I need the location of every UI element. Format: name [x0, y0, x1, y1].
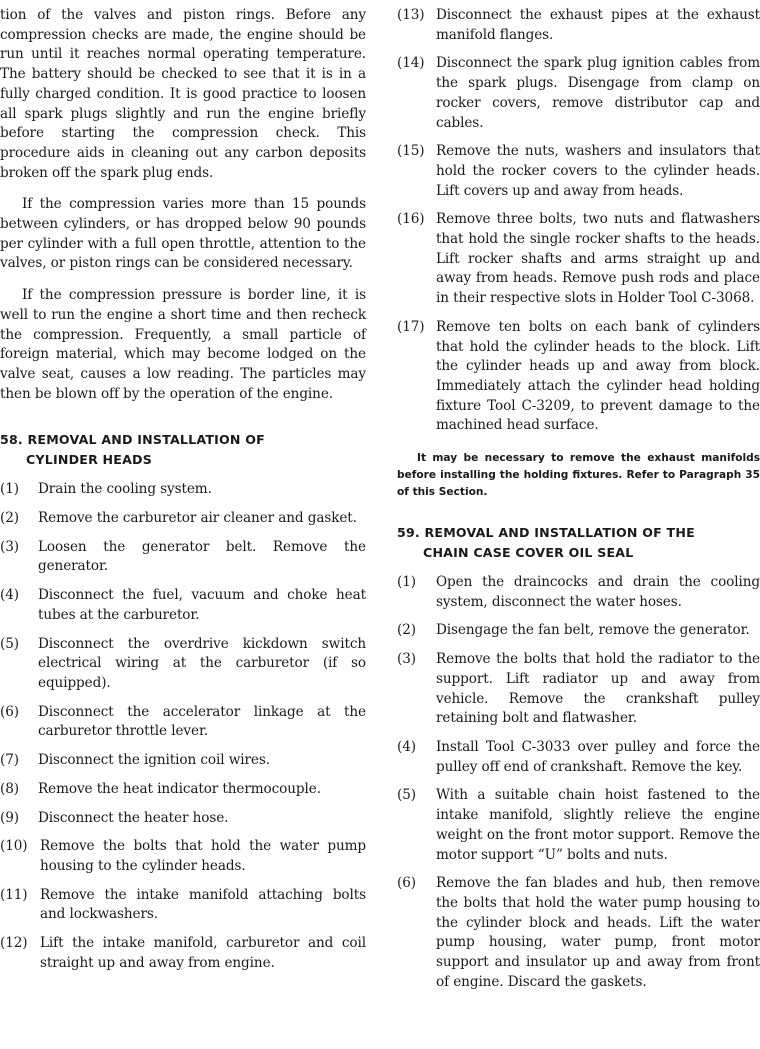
step-item	[397, 54, 760, 133]
section-59-heading-line2: CHAIN CASE COVER OIL SEAL	[423, 545, 634, 561]
step-text: Open the draincocks and drain the cooling system, disconnect the water hoses.	[436, 574, 760, 610]
step-text: Remove three bolts, two nuts and flatwashers that hold the single rocker shafts to the heads. Lift rocker shafts and arms straight up and away from heads. Remove push rods and place in their respective slots in Holder Tool C-3068.	[436, 211, 760, 307]
step-text: Disconnect the accelerator linkage at the carburetor throttle lever.	[38, 703, 366, 740]
step-item	[0, 586, 366, 625]
step-text: Disconnect the fuel, vacuum and choke heat tubes at the carburetor.	[38, 587, 366, 623]
left-column	[0, 0, 366, 982]
section-58-steps-continued	[397, 6, 760, 436]
step-text: Remove the carburetor air cleaner and gasket.	[38, 510, 357, 527]
step-item	[397, 573, 760, 612]
step-number: (1)	[397, 574, 416, 591]
step-item	[0, 780, 366, 800]
step-text: Install Tool C-3033 over pulley and force the pulley off end of crankshaft. Remove the key.	[436, 738, 760, 775]
step-item	[397, 650, 760, 729]
step-number: (5)	[397, 787, 416, 804]
section-59-heading-line1: 59. REMOVAL AND INSTALLATION OF THE	[397, 525, 695, 541]
step-number: (3)	[0, 538, 19, 555]
step-item	[0, 480, 366, 500]
step-item	[397, 621, 760, 641]
step-number: (12)	[0, 935, 28, 952]
step-text: Remove ten bolts on each bank of cylinders that hold the cylinder heads to the block. Lift the cylinder heads up and away from block. Immediately attach the cylinder head holding fixture Tool C-3209, to prevent damage to the machined head surface.	[436, 318, 760, 434]
step-number: (2)	[0, 510, 19, 527]
step-item	[0, 635, 366, 694]
step-text: Disconnect the ignition coil wires.	[38, 752, 270, 769]
step-number: (14)	[397, 55, 425, 72]
step-text: Remove the fan blades and hub, then remove the bolts that hold the water pump housing to the cylinder block and heads. Lift the water pump housing, water pump, front motor support and insulator up and away from front of engine. Discard the gaskets.	[436, 875, 760, 990]
step-item	[0, 809, 366, 829]
step-number: (2)	[397, 622, 416, 639]
step-number: (5)	[0, 635, 19, 652]
step-text: Drain the cooling system.	[38, 481, 212, 498]
intro-paragraph-3: If the compression pressure is border line, it is well to run the engine a short time and then recheck the compression. Frequently, a small particle of foreign material, which may become lodged on the valve seat, causes a low reading. The particles may then be blown off by the operation of the engine.	[0, 287, 366, 402]
step-number: (11)	[0, 886, 28, 903]
right-column	[397, 0, 760, 1001]
step-item	[0, 934, 366, 973]
exhaust-manifold-note: It may be necessary to remove the exhaust manifolds before installing the holding fixtures. Refer to Paragraph 35 of this Section.	[397, 452, 760, 499]
step-item	[0, 703, 366, 742]
step-text: Disconnect the overdrive kickdown switch electrical wiring at the carburetor (if so equipped).	[38, 635, 366, 691]
step-text: Remove the heat indicator thermocouple.	[38, 780, 321, 797]
step-item	[397, 6, 760, 45]
step-number: (8)	[0, 780, 19, 797]
step-text: Lift the intake manifold, carburetor and coil straight up and away from engine.	[40, 935, 366, 971]
section-58-heading-line2: CYLINDER HEADS	[26, 452, 152, 468]
step-item	[397, 210, 760, 309]
step-number: (15)	[397, 143, 425, 160]
step-item	[397, 786, 760, 865]
section-58-steps	[0, 480, 366, 973]
step-text: Disconnect the exhaust pipes at the exhaust manifold flanges.	[436, 7, 760, 43]
step-number: (1)	[0, 481, 19, 498]
step-number: (17)	[397, 318, 425, 335]
step-number: (16)	[397, 211, 425, 228]
section-58-heading-line1: 58. REMOVAL AND INSTALLATION OF	[0, 432, 265, 448]
step-number: (4)	[397, 738, 416, 755]
step-text: With a suitable chain hoist fastened to the intake manifold, slightly relieve the engine weight on the front motor support. Remove the motor support “U” bolts and nuts.	[436, 787, 760, 863]
step-number: (4)	[0, 587, 19, 604]
step-text: Remove the bolts that hold the water pump housing to the cylinder heads.	[40, 838, 366, 874]
section-58-heading	[0, 430, 366, 470]
step-text: Remove the bolts that hold the radiator to the support. Lift radiator up and away from vehicle. Remove the crankshaft pulley retaining bolt and flatwasher.	[436, 651, 760, 727]
section-59-heading	[397, 523, 760, 563]
step-number: (6)	[0, 703, 19, 720]
step-item	[397, 874, 760, 992]
intro-paragraph-1: tion of the valves and piston rings. Before any compression checks are made, the engine should be run until it reaches normal operating temperature. The battery should be checked to see that it is in a fully charged condition. It is good practice to loosen all spark plugs slightly and run the engine briefly before starting the compression check. This procedure aids in cleaning out any carbon deposits broken off the spark plug ends.	[0, 7, 366, 181]
step-item	[0, 886, 366, 925]
step-text: Disconnect the spark plug ignition cables from the spark plugs. Disengage from clamp on rocker covers, remove distributor cap and cables.	[436, 55, 760, 131]
step-text: Disconnect the heater hose.	[38, 809, 229, 826]
step-item	[0, 509, 366, 529]
step-item	[397, 142, 760, 201]
step-text: Remove the nuts, washers and insulators that hold the rocker covers to the cylinder heads. Lift covers up and away from heads.	[436, 143, 760, 199]
step-item	[397, 738, 760, 777]
step-number: (3)	[397, 651, 416, 668]
step-item	[0, 538, 366, 577]
section-59-steps	[397, 573, 760, 992]
step-item	[397, 318, 760, 436]
step-number: (7)	[0, 752, 19, 769]
intro-paragraph-2: If the compression varies more than 15 pounds between cylinders, or has dropped below 90 pounds per cylinder with a full open throttle, attention to the valves, or piston rings can be considered necessary.	[0, 196, 366, 272]
step-number: (6)	[397, 875, 416, 892]
step-text: Disengage the fan belt, remove the generator.	[436, 622, 750, 639]
step-number: (13)	[397, 7, 425, 23]
step-text: Remove the intake manifold attaching bolts and lockwashers.	[40, 886, 366, 923]
step-item	[0, 751, 366, 771]
step-number: (10)	[0, 838, 28, 855]
step-text: Loosen the generator belt. Remove the generator.	[38, 538, 366, 575]
step-item	[0, 837, 366, 876]
step-number: (9)	[0, 809, 19, 826]
